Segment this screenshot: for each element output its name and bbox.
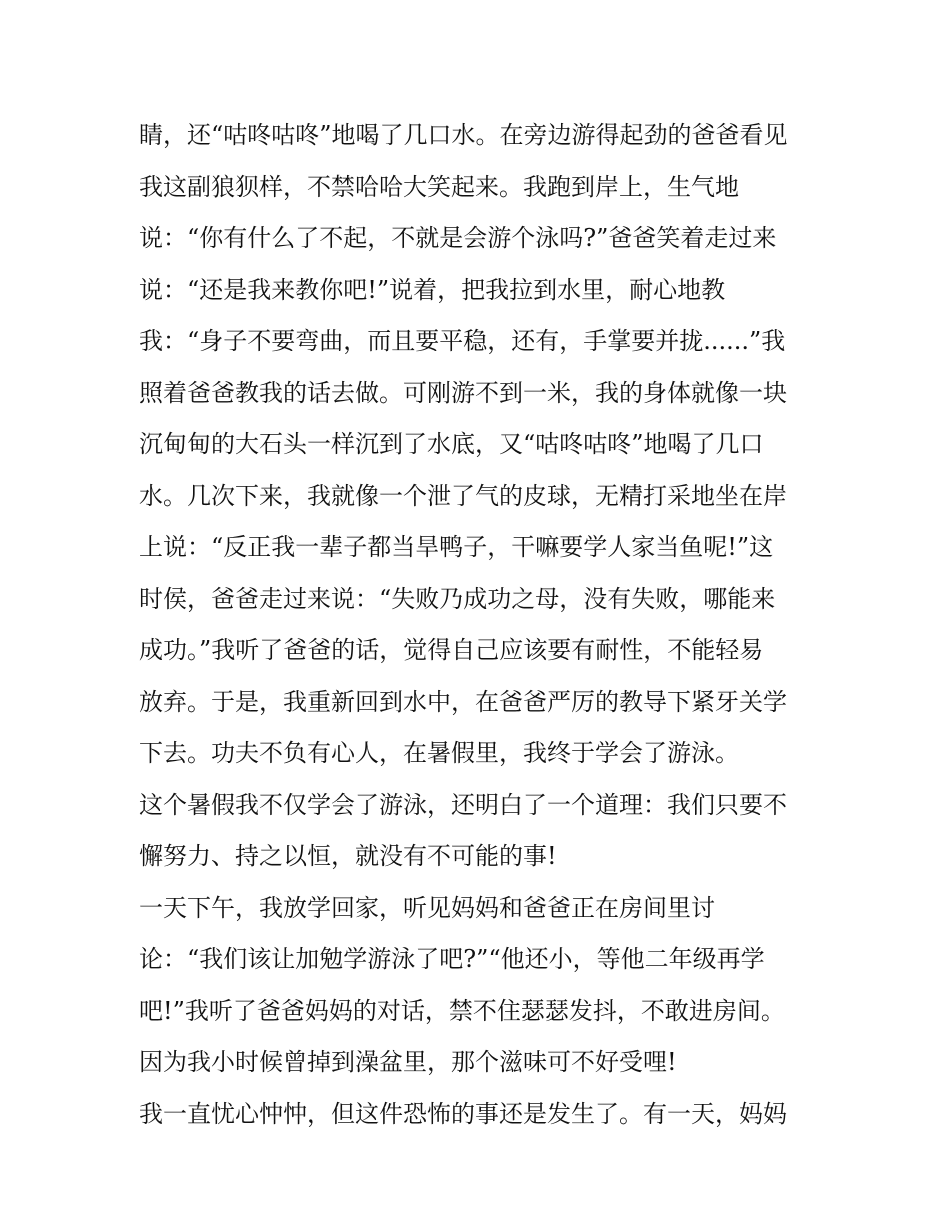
text-line-13: 下去。功夫不负有心人，在暑假里，我终于学会了游泳。: [139, 739, 739, 767]
text-line-2: 我这副狼狈样，不禁哈哈大笑起来。我跑到岸上，生气地: [139, 172, 739, 201]
text-line-4: 说：“还是我来教你吧!”说着，把我拉到水里，耐心地教: [139, 275, 726, 304]
text-line-10: 时侯，爸爸走过来说：“失败乃成功之母，没有失败，哪能来: [139, 584, 776, 613]
text-line-9: 上说：“反正我一辈子都当旱鸭子，干嘛要学人家当鱼呢!”这: [139, 533, 774, 561]
text-line-12: 放弃。于是，我重新回到水中，在爸爸严厉的教导下紧牙关学: [139, 687, 787, 716]
text-line-15: 懈努力、持之以恒，就没有不可能的事!: [139, 842, 557, 870]
text-line-7: 沉甸甸的大石头一样沉到了水底，又“咕咚咕咚”地喝了几口: [139, 430, 764, 458]
text-line-14: 这个暑假我不仅学会了游泳，还明白了一个道理：我们只要不: [139, 790, 787, 819]
text-line-5: 我：“身子不要弯曲，而且要平稳，还有，手掌要并拢......”我: [139, 327, 786, 355]
body-text: [139, 110, 829, 1140]
text-line-16: 一天下午，我放学回家，听见妈妈和爸爸正在房间里讨: [139, 893, 715, 922]
text-line-3: 说：“你有什么了不起，不就是会游个泳吗?”爸爸笑着走过来: [139, 224, 777, 252]
text-line-1: 睛，还“咕咚咕咚”地喝了几口水。在旁边游得起劲的爸爸看见: [139, 121, 788, 149]
text-line-20: 我一直忧心忡忡，但这件恐怖的事还是发生了。有一天，妈妈: [139, 1099, 787, 1128]
text-line-19: 因为我小时候曾掉到澡盆里，那个滋味可不好受哩!: [139, 1048, 677, 1076]
text-line-11: 成功。”我听了爸爸的话，觉得自己应该要有耐性，不能轻易: [139, 636, 764, 664]
text-line-8: 水。几次下来，我就像一个泄了气的皮球，无精打采地坐在岸: [139, 481, 787, 510]
text-line-6: 照着爸爸教我的话去做。可刚游不到一米，我的身体就像一块: [139, 378, 787, 407]
text-line-17: 论：“我们该让加勉学游泳了吧?”“他还小，等他二年级再学: [139, 945, 765, 973]
text-line-18: 吧!”我听了爸爸妈妈的对话，禁不住瑟瑟发抖，不敢进房间。: [139, 996, 785, 1025]
